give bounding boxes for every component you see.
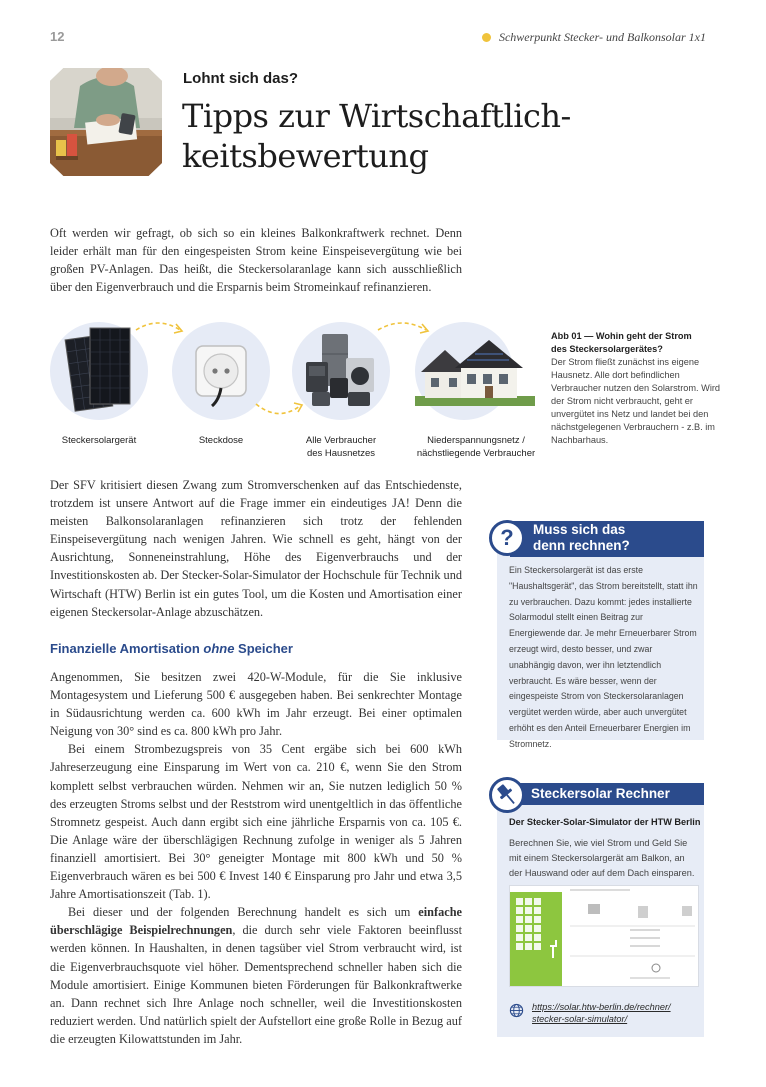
dashed-arrow-icon xyxy=(376,318,436,342)
pin-icon xyxy=(489,777,525,813)
figure-label-appliances-line2: des Hausnetzes xyxy=(306,448,376,459)
intro-paragraph xyxy=(50,224,462,296)
section-heading xyxy=(50,641,293,656)
hero-photo xyxy=(50,68,162,176)
question-box-text: Ein Steckersolargerät ist das erste "Haushaltsgerät", das Strom bereitstellt, statt ihn zu verbrauchen. Dazu kommt: jedes installierte Solarmodul stellt einen Beitrag zur Energiewende dar. Je mehr Erneuerbarer Strom erzeugt wird, desto besser, und zwar unabhängig davon, wer ihn letztendlich verbraucht. Es wäre besser, wenn der eingespeiste Strom von Steckersolaranlagen vergütet werden würde, aber auch unvergütet erhöht es den Anteil Erneuerbarer Energien im Stromnetz. xyxy=(509,565,698,749)
title-line-2: keitsbewertung xyxy=(182,137,429,175)
running-head xyxy=(482,30,706,45)
simulator-link-text[interactable] xyxy=(532,1001,671,1025)
intro-text: Oft werden wir gefragt, ob sich so ein kleines Balkonkraftwerk rechnet. Denn leider erhält man für den eingespeisten Strom keine Einspeisevergütung wie bei großen PV-Anlagen. Das heißt, die Steckersolaranlage kann sich ausschließlich über den Eigenverbrauch und die Ersparnis beim Stromeinkauf refinanzieren. xyxy=(50,226,462,295)
calculator-box-text: Berechnen Sie, wie viel Strom und Geld Sie mit einem Steckersolargerät am Balkon, an der Hauswand oder auf dem Dach einsparen. xyxy=(509,838,695,878)
paragraph-disclaimer-post: , die durch sehr viele Faktoren beeinflusst werden können. In Haushalten, in denen tagsüber viel Strom verbraucht wird, ist die Eigenverbrauchsquote viel höher. Dementsprechend schneller haben sich die Module amortisiert. Einige Kommunen bieten Förderungen für Balkonkraftwerke an. Dann rechnet sich Ihre Anlage noch schneller, weil die Investitionskosten reduziert werden. Und natürlich spielt der Aufstellort eine große Rolle in Bezug auf die erzeugten Kilowattstunden im Jahr. xyxy=(50,923,462,1046)
paragraph-disclaimer xyxy=(50,903,462,1048)
person-calculating-photo xyxy=(50,68,162,176)
figure-label-appliances xyxy=(286,434,396,460)
question-mark-icon: ? xyxy=(489,520,525,556)
section-heading-emphasis: ohne xyxy=(203,641,235,656)
figure-label-houses-line2: nächstliegende Verbraucher xyxy=(416,448,536,459)
article-kicker: Lohnt sich das? xyxy=(183,70,299,87)
simulator-screenshot xyxy=(509,885,699,987)
figure-caption-title-line1: Abb 01 — Wohin geht der Strom xyxy=(551,331,692,341)
globe-icon xyxy=(509,1003,524,1018)
simulator-link-line1[interactable]: https://solar.htw-berlin.de/rechner/ xyxy=(532,1002,671,1012)
question-box-title xyxy=(533,522,630,554)
running-head-text: Schwerpunkt Stecker- und Balkonsolar 1x1 xyxy=(498,30,706,44)
figure-label-houses-line1: Niederspannungsnetz / xyxy=(427,435,525,446)
calculator-box-title: Steckersolar Rechner xyxy=(531,786,670,801)
dashed-arrow-icon xyxy=(254,396,310,422)
paragraph-amortisation xyxy=(50,668,462,1048)
figure-caption-title-line2: des Steckersolargerätes? xyxy=(551,344,663,354)
energy-flow-figure xyxy=(50,318,540,468)
yellow-dot-icon xyxy=(482,33,491,42)
figure-label-appliances-line1: Alle Verbraucher xyxy=(305,435,377,446)
paragraph-disclaimer-pre: Bei dieser und der folgenden Berechnung handelt es sich um xyxy=(68,905,419,920)
figure-label-houses xyxy=(406,434,546,460)
dashed-arrow-icon xyxy=(134,318,190,342)
simulator-link-line2[interactable]: stecker-solar-simulator/ xyxy=(532,1014,628,1024)
page-number: 12 xyxy=(50,29,65,44)
simulator-link[interactable] xyxy=(509,1001,671,1025)
paragraph-disclaimer-bold: einfache überschlägige Beispielrechnungen xyxy=(50,905,462,938)
figure-caption xyxy=(551,330,731,447)
paragraph-amortisation-text: Angenommen, Sie besitzen zwei 420-W-Module, für die Sie inklusive Montagesystem und Lieferung 500 € ausgegeben haben. Bei senkrechter Montage in Südausrichtung werden ca. 600 kWh im Jahr erzeugt. Bei einer optimalen Neigung von 30° sind es ca. 800 kWh pro Jahr. xyxy=(50,670,462,739)
question-box-title-line1: Muss sich das xyxy=(533,522,626,537)
figure-label-solar: Steckersolargerät xyxy=(61,435,137,446)
figure-caption-text: Der Strom fließt zunächst ins eigene Hausnetz. Alle dort befindlichen Verbraucher nutzen den Solarstrom. Wird der Strom nicht verbraucht, geht er unvergütet ins Netz und landet bei den nächstgelegenen Verbrauchern - z.B. im Nachbarhaus. xyxy=(551,357,721,445)
paragraph-sfv xyxy=(50,476,462,621)
title-line-1: Tipps zur Wirtschaftlich- xyxy=(182,97,571,135)
section-heading-post: Speicher xyxy=(234,641,293,656)
question-box-title-line2: denn rechnen? xyxy=(533,538,630,553)
figure-label-socket: Steckdose xyxy=(198,435,244,446)
article-title xyxy=(182,96,652,176)
paragraph-sfv-text: Der SFV kritisiert diesen Zwang zum Stromverschenken auf das Entschiedenste, trotzdem ist unsere Antwort auf die Frage immer ein eindeutiges JA! Denn die meisten Balkonsolaranlagen refinanzieren sich trotz der fehlenden Einspeisevergütung nach wenigen Jahren. Wie schnell es geht, hängt von der Ausrichtung, Sonneneinstrahlung, Höhe des Eigenverbrauchs und der Investitionskosten ab. Der Stecker-Solar-Simulator der Hochschule für Technik und Wirtschaft (HTW) Berlin ist ein gutes Tool, um die Kosten und Amortisation einer eigenen Steckersolar-Anlage abzuschätzen. xyxy=(50,478,462,619)
paragraph-calculation-text: Bei einem Strombezugspreis von 35 Cent ergäbe sich bei 600 kWh Jahreserzeugung eine Einsparung im Wert von ca. 210 €, wenn Sie den Strom komplett selbst verbrauchen würden. Nehmen wir an, Sie nutzen lediglich 50 % des erzeugten Stroms selbst und der Reststrom wird unentgeltlich in das öffentliche Stromnetz gespeist. Auch dann ergibt sich eine jährliche Ersparnis von ca. 105 €. Die Anlage wäre der überschlägigen Rechnung zufolge in weniger als 5 Jahren finanziell amortisiert. Bei 30° geneigter Montage mit 800 kWh und 50 % Eigenverbrauch wären es bei 500 € Invest 140 € Einsparung pro Jahr und etwa 3,5 Jahre Amortisationszeit (Tab. 1). xyxy=(50,742,462,902)
calculator-box-subtitle: Der Stecker-Solar-Simulator der HTW Berlin xyxy=(509,817,701,827)
section-heading-pre: Finanzielle Amortisation xyxy=(50,641,204,656)
